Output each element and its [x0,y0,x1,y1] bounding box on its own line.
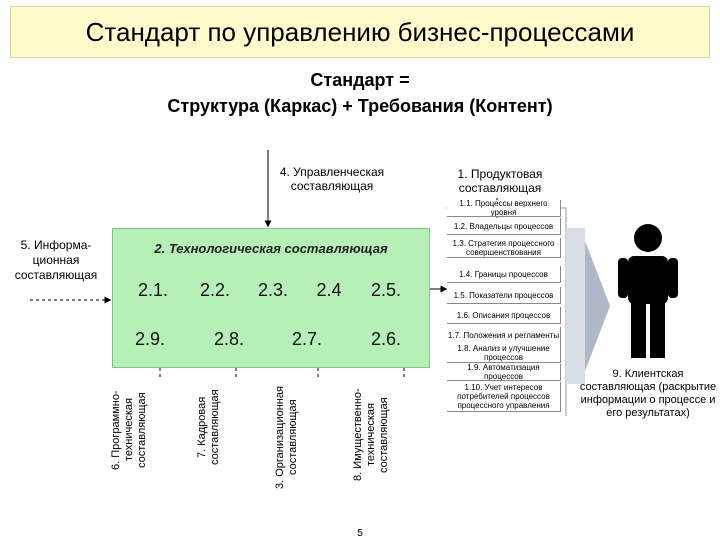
req-1-6: 1.6. Описания процессов [447,307,561,324]
technology-title: 2. Технологическая составляющая [154,241,388,256]
property-label: 8. Имущественно-техническая составляющая [352,388,390,482]
process-2-5: 2.5. [370,279,402,300]
management-label: 4. Управленческая составляющая [279,165,385,193]
personnel-label: 7. Кадровая составляющая [196,389,221,466]
process-2-6: 2.6. [370,328,402,349]
information-label: 5. Информа-ционная составляющая [14,238,98,282]
process-2-8: 2.8. [213,328,245,349]
process-2-1: 2.1. [137,279,169,300]
client-arrow-head [585,241,610,371]
req-1-9: 1.9. Автоматизация процессов [447,364,561,381]
process-2-9: 2.9. [134,328,166,349]
product-label: 1. Продуктовая составляющая [457,167,543,195]
req-1-4: 1.4. Границы процессов [447,266,561,283]
process-2-4: 2.4 [316,279,342,300]
process-2-2: 2.2. [199,279,231,300]
organizational-label: 3. Организационная составляющая [274,386,299,489]
client-label: 9. Клиентская составляющая (раскрытие информации о процессе и его результатах) [579,368,717,419]
person-icon [614,222,682,362]
subtitle-line-1: Стандарт = [310,70,410,90]
process-2-3: 2.3. [257,279,289,300]
req-1-3: 1.3. Стратегия процессного совершенствования [447,238,561,258]
page-number: 5 [357,528,363,539]
req-1-7: 1.7. Положения и регламенты [447,327,561,344]
page-title: Стандарт по управлению бизнес-процессами [85,16,635,47]
req-1-1: 1.1. Процессы верхнего уровня [447,200,561,217]
req-1-8: 1.8. Анализ и улучшение процессов [447,343,561,363]
software-label: 6. Программно-техническая составляющая [110,390,148,470]
req-1-2: 1.2. Владельцы процессов [447,218,561,235]
subtitle-line-2: Структура (Каркас) + Требования (Контент) [167,96,553,116]
process-2-7: 2.7. [291,328,323,349]
req-1-10: 1.10. Учет интересов потребителей процессов процессного управления [447,382,561,412]
req-1-5: 1.5. Показатели процессов [447,287,561,304]
